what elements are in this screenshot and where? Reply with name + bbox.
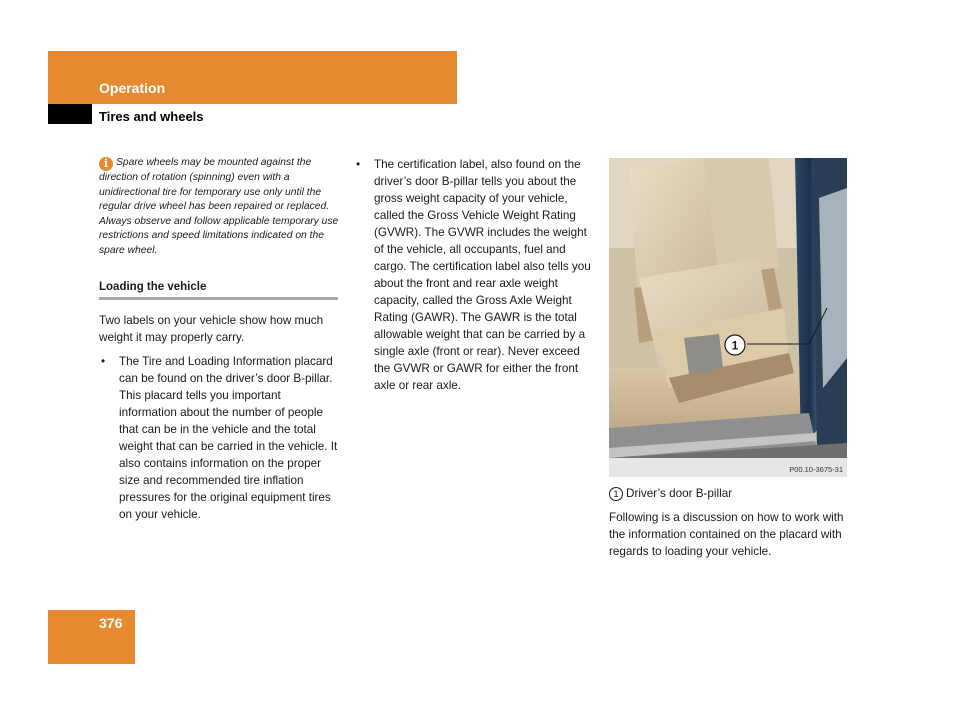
caption-number: 1 [609, 487, 623, 501]
bullet-list-middle [354, 156, 594, 394]
section-marker [48, 104, 92, 124]
list-item-text: The certification label, also found on the driver’s door B-pillar tells you about the gross weight capacity of your vehicle, called the Gross Vehicle Weight Rating (GVWR). The GVWR includes the weight of the vehicle, all occupants, fuel and cargo. The certification label also tells you about the front and rear axle weight capacity, called the Gross Axle Weight Rating (GAWR). The GAWR is the total allowable weight that can be carried by a single axle (front or rear). Never exceed the GVWR or GAWR for either the front axle or rear axle. [374, 158, 591, 392]
heading-rule [99, 297, 338, 300]
page-number: 376 [99, 615, 123, 631]
info-note [99, 156, 339, 258]
callout-number: 1 [731, 338, 739, 353]
b-pillar-photo [609, 158, 847, 477]
bullet-dot: • [356, 158, 361, 171]
note-text: Spare wheels may be mounted against the direction of rotation (spinning) even with a unidirectional tire for temporary use only until the regular drive wheel has been repaired or replaced. Always observe and follow applicable temporary use restrictions and speed limitations indicated on the spare wheel. [99, 157, 339, 256]
loading-heading: Loading the vehicle [99, 281, 207, 293]
list-item [99, 353, 339, 523]
bullet-list-left [99, 353, 339, 523]
figure-code: P00.10-3675-31 [789, 465, 843, 474]
caption-text: Driver’s door B-pillar [626, 487, 733, 500]
section-title: Operation [99, 80, 166, 96]
discussion-paragraph: Following is a discussion on how to work with the information contained on the placard with regards to loading your vehicle. [609, 511, 844, 558]
b-pillar-illustration [609, 158, 847, 477]
list-item [354, 156, 594, 394]
list-item-text: The Tire and Loading Information placard can be found on the driver’s door B-pillar. This placard tells you important information about the number of people that can be in the vehicle and the total weight that can be carried in the vehicle. It also contains information on the proper size and recommended tire inflation pressures for the original equipment tires on your vehicle. [119, 355, 338, 521]
intro-paragraph: Two labels on your vehicle show how much weight it may properly carry. [99, 314, 324, 344]
figure-caption [609, 485, 849, 502]
info-icon: i [99, 157, 113, 171]
header-band [48, 51, 457, 104]
bullet-dot: • [101, 355, 106, 368]
subsection-title: Tires and wheels [99, 109, 204, 124]
